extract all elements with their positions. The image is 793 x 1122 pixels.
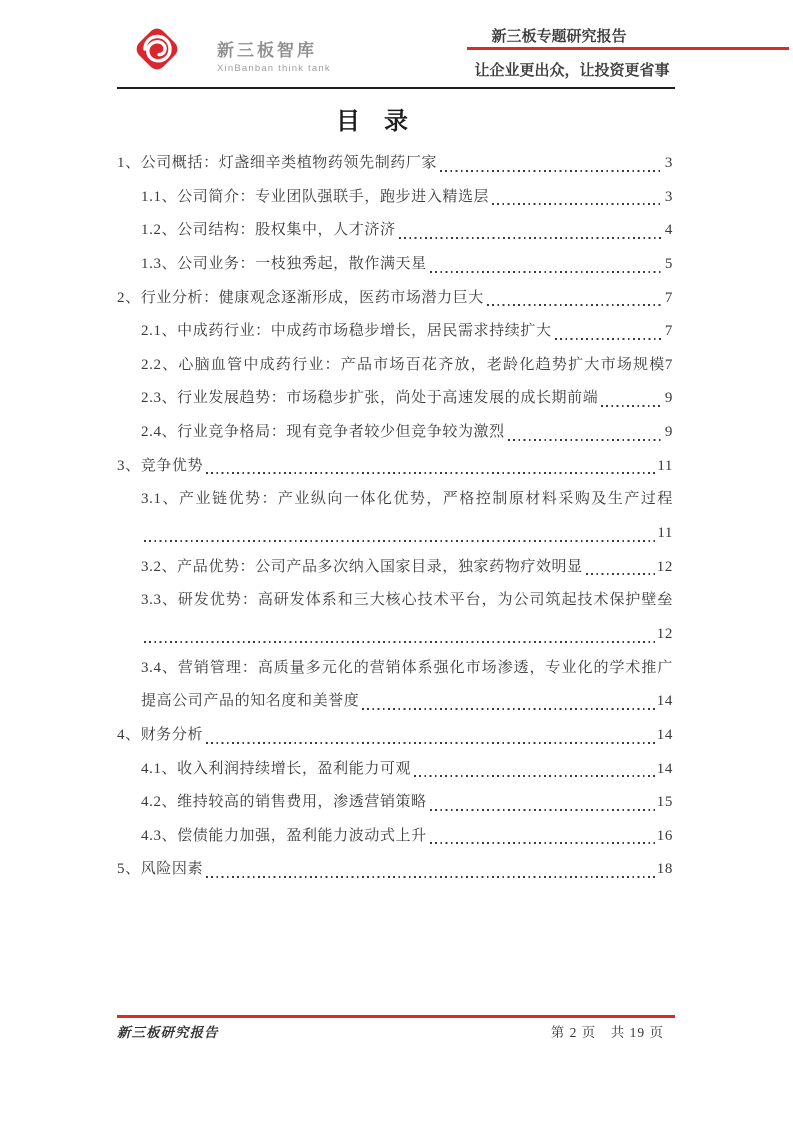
toc-leader-dots <box>430 271 663 273</box>
brand-text-block <box>217 36 331 74</box>
toc-leader-dots <box>430 809 655 811</box>
footer-report-name: 新三板研究报告 <box>117 1025 219 1040</box>
toc-leader-dots <box>144 540 655 542</box>
toc-page-number: 12 <box>656 625 673 642</box>
toc-entry-text: 4.2、维持较高的销售费用，渗透营销策略 <box>141 794 427 811</box>
toc-row <box>117 753 673 787</box>
toc-entry-text: 2.4、行业竞争格局：现有竞争者较少但竞争较为激烈 <box>141 424 505 441</box>
toc-leader-dots <box>399 237 663 239</box>
toc-row <box>117 483 673 517</box>
toc-page-number: 7 <box>664 289 673 306</box>
toc-entry-text: 2.1、中成药行业：中成药市场稳步增长，居民需求持续扩大 <box>141 323 552 340</box>
toc-entry-text: 1.1、公司简介：专业团队强联手，跑步进入精选层 <box>141 188 490 205</box>
toc-leader-dots <box>508 439 663 441</box>
toc-row <box>117 214 673 248</box>
toc-row <box>117 786 673 820</box>
toc-entry-text: 3.4、营销管理：高质量多元化的营销体系强化市场渗透，专业化的学术推广 <box>141 659 673 676</box>
footer-page-indicator: 第 2 页 共 19 页 <box>550 1025 664 1040</box>
toc-page-number: 4 <box>664 222 673 239</box>
toc-page-number: 9 <box>664 390 673 407</box>
toc-entry-text: 提高公司产品的知名度和美誉度 <box>141 693 360 710</box>
toc-row <box>117 685 673 719</box>
toc-leader-dots <box>430 842 655 844</box>
toc-row <box>117 618 673 652</box>
toc-entry-text: 4.3、偿债能力加强，盈利能力波动式上升 <box>141 827 427 844</box>
header-report-type: 新三板专题研究报告 <box>491 28 627 45</box>
toc-page-number: 3 <box>664 155 673 171</box>
toc-page-number: 3 <box>664 188 673 205</box>
toc-row <box>117 820 673 854</box>
toc-row <box>117 517 673 551</box>
toc-leader-dots <box>586 573 655 575</box>
toc-leader-dots <box>555 338 663 340</box>
toc-page-number: 12 <box>656 558 673 575</box>
toc-leader-dots <box>601 405 663 407</box>
footer-red-divider <box>117 1015 675 1018</box>
toc-row <box>117 349 673 383</box>
toc-page-number: 5 <box>664 255 673 272</box>
toc-page-number: 14 <box>656 693 673 710</box>
toc-page-number: 7 <box>664 356 673 373</box>
header-rule <box>117 87 675 89</box>
toc-page-number: 14 <box>656 726 673 743</box>
header-red-divider <box>467 47 789 50</box>
toc-entry-text: 5、风险因素 <box>117 861 204 878</box>
header-slogan: 让企业更出众，让投资更省事 <box>474 62 670 79</box>
toc-entry-text: 1.2、公司结构：股权集中，人才济济 <box>141 222 396 239</box>
toc-entry-text: 1、公司概括：灯盏细辛类植物药领先制药厂家 <box>117 155 438 171</box>
brand-name: 新三板智库 <box>217 41 317 60</box>
toc-entry-text: 2、行业分析：健康观念逐渐形成，医药市场潜力巨大 <box>117 289 484 306</box>
toc-leader-dots <box>362 708 654 710</box>
toc-entry-text: 4.1、收入利润持续增长，盈利能力可观 <box>141 760 412 777</box>
toc-page-number: 15 <box>656 794 673 811</box>
toc-row <box>117 584 673 618</box>
toc-entry-text: 3、竞争优势 <box>117 457 204 474</box>
toc-row <box>117 652 673 686</box>
toc-page-number: 9 <box>664 424 673 441</box>
toc-entry-text: 3.3、研发优势：高研发体系和三大核心技术平台，为公司筑起技术保护壁垒 <box>141 592 673 609</box>
toc-leader-dots <box>414 775 655 777</box>
toc-row <box>117 382 673 416</box>
toc-row <box>117 853 673 887</box>
toc-entry-text: 3.1、产业链优势：产业纵向一体化优势，严格控制原材料采购及生产过程 <box>141 491 673 508</box>
toc-row <box>117 181 673 215</box>
toc-entry-text: 2.3、行业发展趋势：市场稳步扩张，尚处于高速发展的成长期前端 <box>141 390 599 407</box>
toc-leader-dots <box>492 203 663 205</box>
toc-entry-text: 3.2、产品优势：公司产品多次纳入国家目录，独家药物疗效明显 <box>141 558 583 575</box>
toc-leader-dots <box>206 876 655 878</box>
toc-page-number: 16 <box>656 827 673 844</box>
toc-row <box>117 551 673 585</box>
toc-row <box>117 147 673 181</box>
toc-row <box>117 282 673 316</box>
toc-leader-dots <box>206 472 655 474</box>
brand-subtitle: XinBanban think tank <box>217 63 331 74</box>
toc-list <box>117 147 673 887</box>
toc-page-number: 11 <box>657 457 673 474</box>
toc-title: 目 录 <box>336 109 417 135</box>
brand-logo-icon <box>131 22 183 76</box>
toc-entry-text: 2.2、心脑血管中成药行业：产品市场百花齐放，老龄化趋势扩大市场规模 <box>141 356 665 373</box>
toc-page-number: 18 <box>656 861 673 878</box>
toc-page-number: 7 <box>664 323 673 340</box>
toc-row <box>117 450 673 484</box>
toc-row <box>117 248 673 282</box>
toc-leader-dots <box>206 742 655 744</box>
toc-row <box>117 719 673 753</box>
toc-entry-text: 4、财务分析 <box>117 726 204 743</box>
toc-page-number: 11 <box>657 525 673 542</box>
toc-leader-dots <box>144 641 655 643</box>
toc-entry-text: 1.3、公司业务：一枝独秀起，散作满天星 <box>141 255 427 272</box>
toc-row <box>117 416 673 450</box>
toc-row <box>117 315 673 349</box>
toc-page-number: 14 <box>656 760 673 777</box>
toc-leader-dots <box>487 304 663 306</box>
toc-leader-dots <box>440 170 663 172</box>
